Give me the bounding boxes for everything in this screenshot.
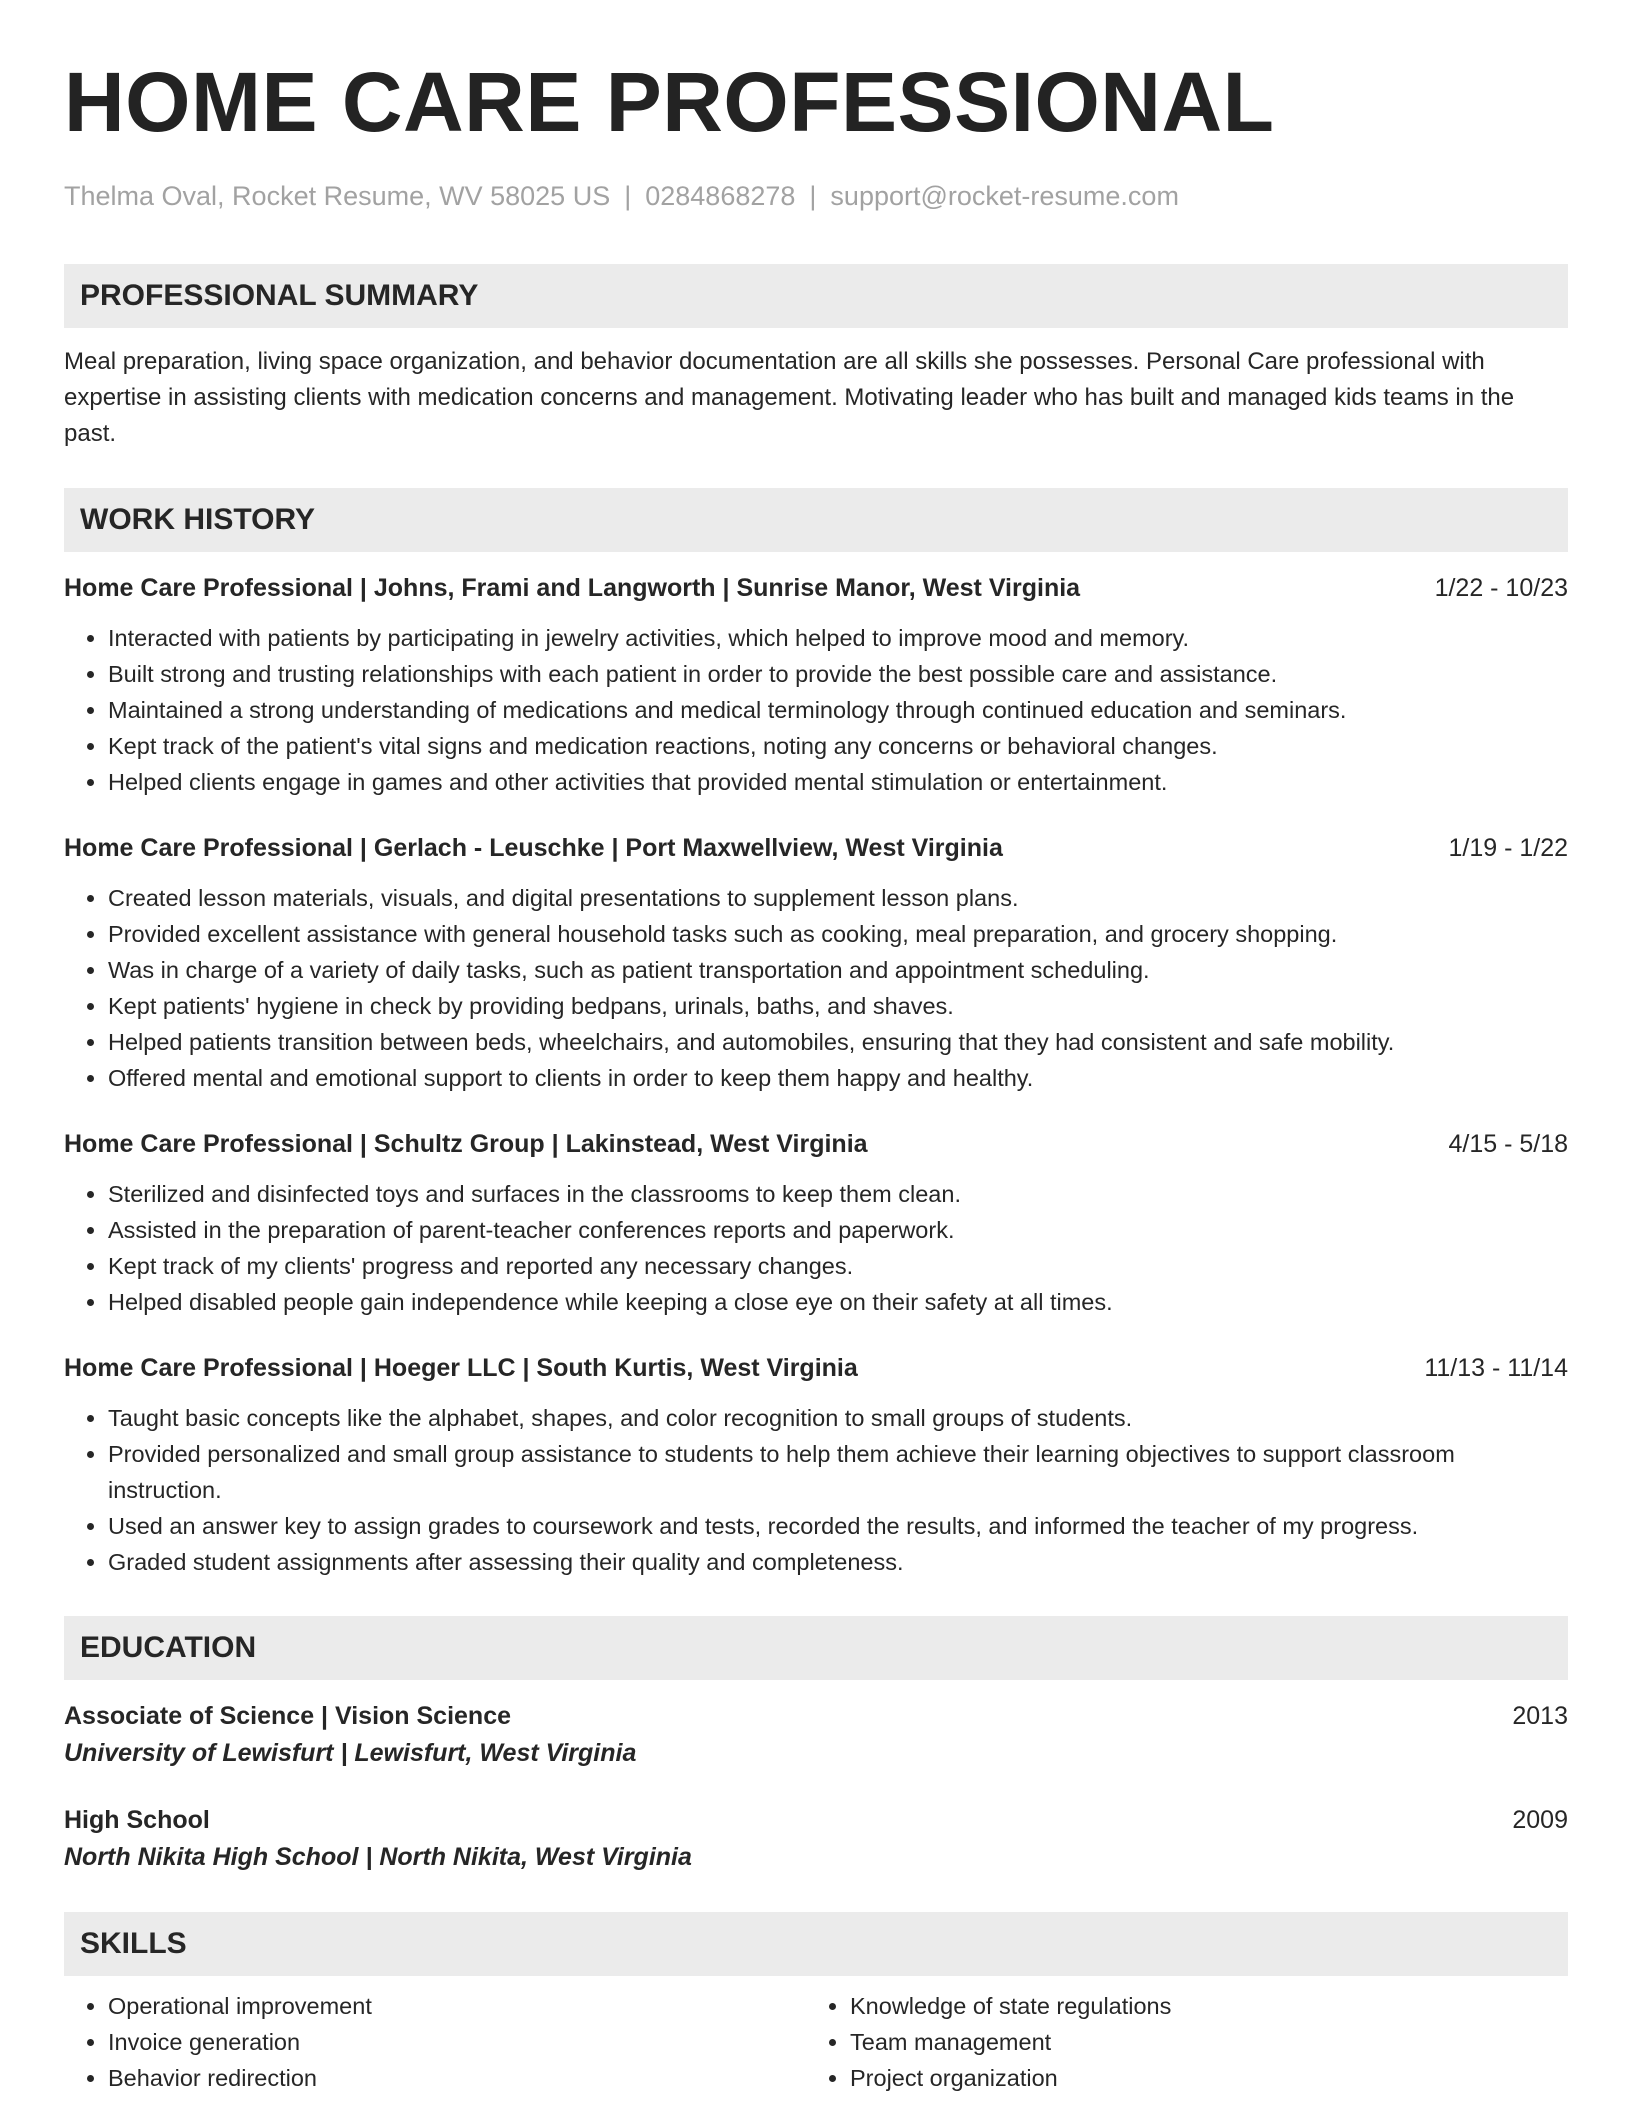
contact-line bbox=[64, 180, 1568, 212]
skills-list-right bbox=[806, 1988, 1548, 2096]
education-entry bbox=[64, 1698, 1568, 1772]
job-title: Home Care Professional | Schultz Group | Lakinstead, West Virginia bbox=[64, 1130, 868, 1158]
education-degree: High School bbox=[64, 1806, 210, 1834]
job-bullet: • Kept patients' hygiene in check by providing bedpans, urinals, baths, and shaves. bbox=[108, 988, 1568, 1024]
job-bullet: • Was in charge of a variety of daily tasks, such as patient transportation and appointment scheduling. bbox=[108, 952, 1568, 988]
job-dates: 4/15 - 5/18 bbox=[1448, 1130, 1568, 1158]
job-bullet: • Provided excellent assistance with general household tasks such as cooking, meal preparation, and grocery shopping. bbox=[108, 916, 1568, 952]
contact-address: Thelma Oval, Rocket Resume, WV 58025 US bbox=[64, 181, 611, 211]
job-bullets bbox=[64, 880, 1568, 1096]
section-heading-skills: SKILLS bbox=[64, 1912, 1568, 1976]
job-dates: 11/13 - 11/14 bbox=[1424, 1354, 1568, 1382]
education-school: University of Lewisfurt | Lewisfurt, West Virginia bbox=[64, 1739, 637, 1767]
skill-item: • Operational improvement bbox=[108, 1988, 806, 2024]
skill-item: • Behavior redirection bbox=[108, 2060, 806, 2096]
job-title-row bbox=[64, 570, 1568, 606]
section-heading-work-history: WORK HISTORY bbox=[64, 488, 1568, 552]
job-entry bbox=[64, 830, 1568, 1096]
contact-separator: | bbox=[809, 181, 817, 211]
job-title-row bbox=[64, 1350, 1568, 1386]
section-heading-summary: PROFESSIONAL SUMMARY bbox=[64, 264, 1568, 328]
job-dates: 1/19 - 1/22 bbox=[1448, 834, 1568, 862]
job-bullet: • Offered mental and emotional support to clients in order to keep them happy and healthy. bbox=[108, 1060, 1568, 1096]
job-bullet: • Interacted with patients by participating in jewelry activities, which helped to improve mood and memory. bbox=[108, 620, 1568, 656]
education-degree: Associate of Science | Vision Science bbox=[64, 1702, 512, 1730]
job-bullets bbox=[64, 1176, 1568, 1320]
job-bullet: • Provided personalized and small group assistance to students to help them achieve their learning objectives to support classroom instruction. bbox=[108, 1436, 1568, 1508]
resume-content bbox=[64, 52, 1568, 2096]
contact-separator: | bbox=[624, 181, 632, 211]
skills-columns bbox=[64, 1988, 1568, 2096]
job-title: Home Care Professional | Gerlach - Leuschke | Port Maxwellview, West Virginia bbox=[64, 834, 1003, 862]
education-list bbox=[64, 1698, 1568, 1876]
section-heading-education: EDUCATION bbox=[64, 1616, 1568, 1680]
job-dates: 1/22 - 10/23 bbox=[1434, 574, 1568, 602]
job-bullet: • Helped patients transition between beds, wheelchairs, and automobiles, ensuring that they had consistent and safe mobility. bbox=[108, 1024, 1568, 1060]
work-history-list bbox=[64, 570, 1568, 1580]
job-bullet: • Kept track of the patient's vital signs and medication reactions, noting any concerns or behavioral changes. bbox=[108, 728, 1568, 764]
skill-item: • Team management bbox=[850, 2024, 1548, 2060]
education-row bbox=[64, 1698, 1568, 1734]
job-bullet: • Taught basic concepts like the alphabet, shapes, and color recognition to small groups of students. bbox=[108, 1400, 1568, 1436]
job-bullet: • Created lesson materials, visuals, and digital presentations to supplement lesson plans. bbox=[108, 880, 1568, 916]
job-bullet: • Helped disabled people gain independence while keeping a close eye on their safety at all times. bbox=[108, 1284, 1568, 1320]
education-year: 2013 bbox=[1512, 1702, 1568, 1730]
job-bullet: • Helped clients engage in games and other activities that provided mental stimulation or entertainment. bbox=[108, 764, 1568, 800]
skill-item: • Invoice generation bbox=[108, 2024, 806, 2060]
skill-item: • Project organization bbox=[850, 2060, 1548, 2096]
job-title: Home Care Professional | Hoeger LLC | South Kurtis, West Virginia bbox=[64, 1354, 858, 1382]
education-entry bbox=[64, 1802, 1568, 1876]
skills-list-left bbox=[64, 1988, 806, 2096]
resume-name: HOME CARE PROFESSIONAL bbox=[64, 55, 1275, 149]
skill-item: • Knowledge of state regulations bbox=[850, 1988, 1548, 2024]
job-bullet: • Assisted in the preparation of parent-teacher conferences reports and paperwork. bbox=[108, 1212, 1568, 1248]
summary-text: Meal preparation, living space organization, and behavior documentation are all skills she possesses. Personal Care professional with expertise in assisting clients with medication concerns and management. Motivating leader who has built and managed kids teams in the past. bbox=[64, 348, 1515, 447]
job-bullets bbox=[64, 620, 1568, 800]
job-title-row bbox=[64, 830, 1568, 866]
job-bullets bbox=[64, 1400, 1568, 1580]
job-bullet: • Kept track of my clients' progress and reported any necessary changes. bbox=[108, 1248, 1568, 1284]
education-year: 2009 bbox=[1512, 1806, 1568, 1834]
job-title: Home Care Professional | Johns, Frami and Langworth | Sunrise Manor, West Virginia bbox=[64, 574, 1081, 602]
job-bullet: • Sterilized and disinfected toys and surfaces in the classrooms to keep them clean. bbox=[108, 1176, 1568, 1212]
job-bullet: • Built strong and trusting relationships with each patient in order to provide the best possible care and assistance. bbox=[108, 656, 1568, 692]
contact-phone: 0284868278 bbox=[645, 181, 796, 211]
job-entry bbox=[64, 1126, 1568, 1320]
job-bullet: • Graded student assignments after assessing their quality and completeness. bbox=[108, 1544, 1568, 1580]
job-bullet: • Used an answer key to assign grades to coursework and tests, recorded the results, and informed the teacher of my progress. bbox=[108, 1508, 1568, 1544]
job-bullet: • Maintained a strong understanding of medications and medical terminology through continued education and seminars. bbox=[108, 692, 1568, 728]
education-row bbox=[64, 1802, 1568, 1838]
job-entry bbox=[64, 1350, 1568, 1580]
job-entry bbox=[64, 570, 1568, 800]
education-school: North Nikita High School | North Nikita, West Virginia bbox=[64, 1843, 692, 1871]
contact-email: support@rocket-resume.com bbox=[830, 181, 1179, 211]
job-title-row bbox=[64, 1126, 1568, 1162]
